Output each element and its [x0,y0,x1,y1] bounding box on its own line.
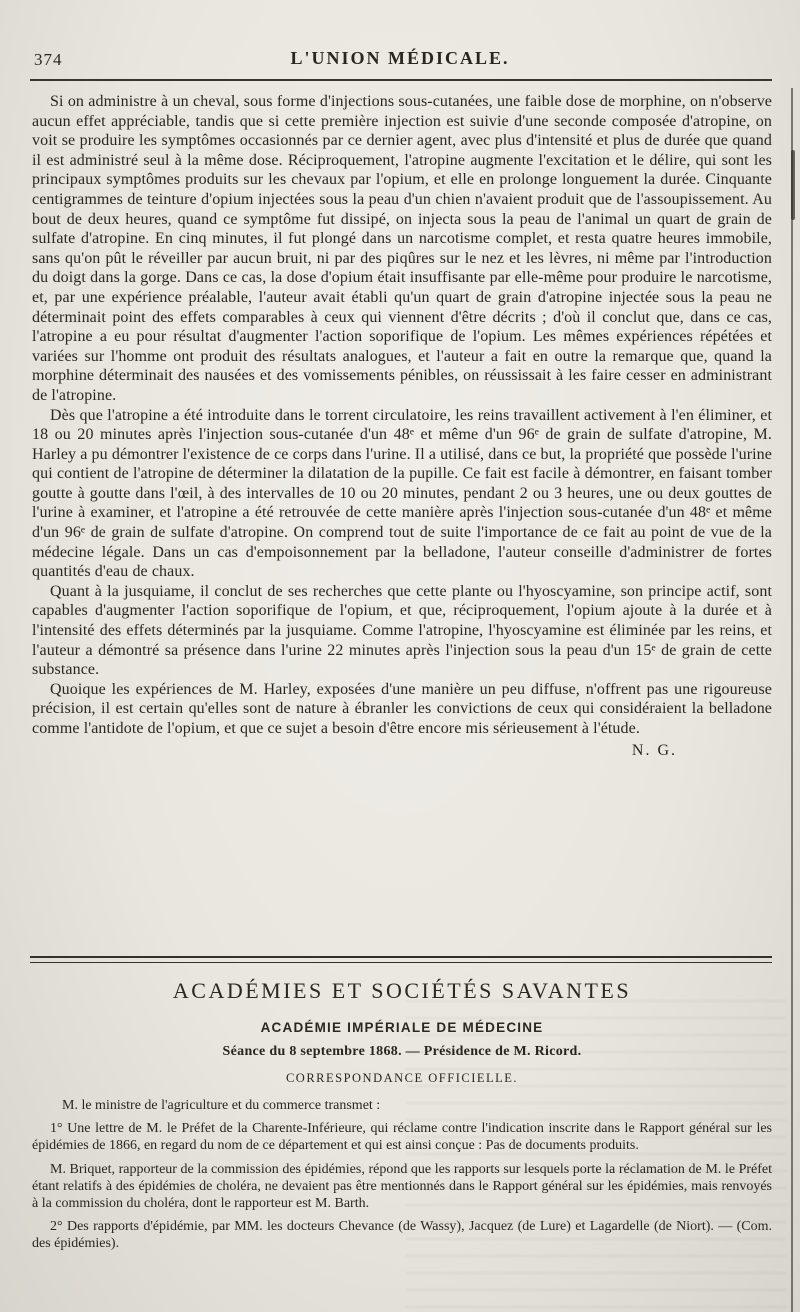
scan-edge-line [791,88,793,1312]
article-paragraph: Dès que l'atropine a été introduite dans le torrent circulatoire, les reins travaillent activement à l'en éliminer, et 18 ou 20 minutes après l'injection sous-cutanée d'un 48ᵉ et même d'un 96ᵉ de grain de sulfate d'atropine, M. Harley a pu démontrer l'existence de ce corps dans l'urine. Il a utilisé, dans ce but, la propriété que possède l'urine qui contient de l'atropine de déterminer la dilatation de la pupille. Ce fait est facile à démontrer, en faisant tomber goutte à goutte dans l'œil, à des intervalles de 10 ou 20 minutes, pendant 2 ou 3 heures, une ou deux gouttes de l'urine à examiner, et l'atropine a été retrouvée de cette manière après l'injection sous-cutanée d'un 48ᵉ et même d'un 96ᵉ de grain de sulfate d'atropine. On comprend tout de suite l'importance de ce fait au point de vue de la médecine légale. Dans un cas d'empoisonnement par la belladone, l'auteur conseille d'administrer de fortes quantités d'eau de chaux. [32,406,772,581]
section-subtitle: ACADÉMIE IMPÉRIALE DE MÉDECINE [260,1020,544,1035]
double-rule-divider [30,956,772,963]
article-signature: N. G. [631,741,677,759]
article-paragraph: Quoique les expériences de M. Harley, exposées d'une manière un peu diffuse, n'offrent pas une rigoureuse précision, il est certain qu'elles sont de nature à ébranler les convictions de ceux qui considéraient la belladone comme l'antidote de l'opium, et que ce sujet a besoin d'être encore mis sérieusement à l'étude. [32,680,772,737]
societies-section [32,978,772,1259]
minutes-paragraph: M. le ministre de l'agriculture et du commerce transmet : [62,1098,381,1113]
minutes-paragraph: 2° Des rapports d'épidémie, par MM. les docteurs Chevance (de Wassy), Jacquez (de Lure) et Lagardelle (de Niort). — (Com. des épidémies). [32,1219,772,1252]
article-paragraph: Quant à la jusquiame, il conclut de ses recherches que cette plante ou l'hyoscyamine, son principe actif, sont capables d'augmenter l'action soporifique de l'opium, et que, réciproquement, l'opium ajoute à la durée et à l'intensité des effets déterminés par la jusquiame. Comme l'atropine, l'hyoscyamine est éliminée par les reins, et l'auteur a démontré sa présence dans l'urine 22 minutes après l'injection sous la peau d'un 15ᵉ de grain de cette substance. [32,582,772,679]
scan-edge-mark [791,150,795,220]
minutes-paragraph: M. Briquet, rapporteur de la commission des épidémies, répond que les rapports sur lesquels porte la réclamation de M. le Préfet étant relatifs à des épidémies de choléra, ne devaient pas être mentionnés dans le Rapport général sur les épidémies, mais renvoyés à la commission du choléra, dont le rapporteur est M. Barth. [32,1161,772,1212]
header-rule-divider [30,79,772,81]
session-line: Séance du 8 septembre 1868. — Présidence de M. Ricord. [222,1044,582,1059]
section-title: ACADÉMIES ET SOCIÉTÉS SAVANTES [172,978,632,1003]
session-minutes [32,1097,772,1253]
correspondence-heading: CORRESPONDANCE OFFICIELLE. [285,1071,519,1085]
page-number: 374 [34,50,63,69]
article-body [32,92,772,760]
minutes-paragraph: 1° Une lettre de M. le Préfet de la Charente-Inférieure, qui réclame contre l'indication inscrite dans le Rapport général sur les épidémies de 1866, en regard du nom de ce département et qui est ainsi conçue : Pas de documents produits. [32,1121,772,1154]
journal-title: L'UNION MÉDICALE. [290,48,510,68]
page-header [34,48,766,72]
article-paragraph: Si on administre à un cheval, sous forme d'injections sous-cutanées, une faible dose de morphine, on n'observe aucun effet appréciable, tandis que si cette première injection est suivie d'une seconde composée d'atropine, on voit se produire les symptômes occasionnés par ce dernier agent, avec plus d'intensité et plus de durée que quand il est administré seul à la même dose. Réciproquement, l'atropine augmente l'excitation et le délire, qui sont les principaux symptômes produits sur les chevaux par l'opium, et elle en prolonge longuement la durée. Cinquante centigrammes de teinture d'opium injectées sous la peau d'un chien n'avaient produit que de l'assoupissement. Au bout de deux heures, quand ce symptôme fut dissipé, on injecta sous la peau de l'animal un quart de grain de sulfate d'atropine. En cinq minutes, il fut plongé dans un narcotisme complet, et resta quatre heures immobile, sans qu'on pût le réveiller par aucun bruit, ni par des piqûres sur le nez et les lèvres, ni même par l'introduction du doigt dans la gorge. Dans ce cas, la dose d'opium était insuffisante par elle-même pour produire le narcotisme, et, par une expérience préalable, l'auteur avait établi qu'un quart de grain d'atropine injectée sous la peau ne déterminait point des effets comparables à ceux qui viennent d'être décrits ; d'où il conclut que, dans ce cas, l'atropine a eu pour résultat d'augmenter l'action soporifique de l'opium. Les mêmes expériences répétées et variées sur l'homme ont produit des résultats analogues, et l'auteur a fait en outre la remarque que, quand la morphine déterminait des nausées et des vomissements pénibles, on réussissait à les faire cesser en administrant de l'atropine. [32,93,772,404]
